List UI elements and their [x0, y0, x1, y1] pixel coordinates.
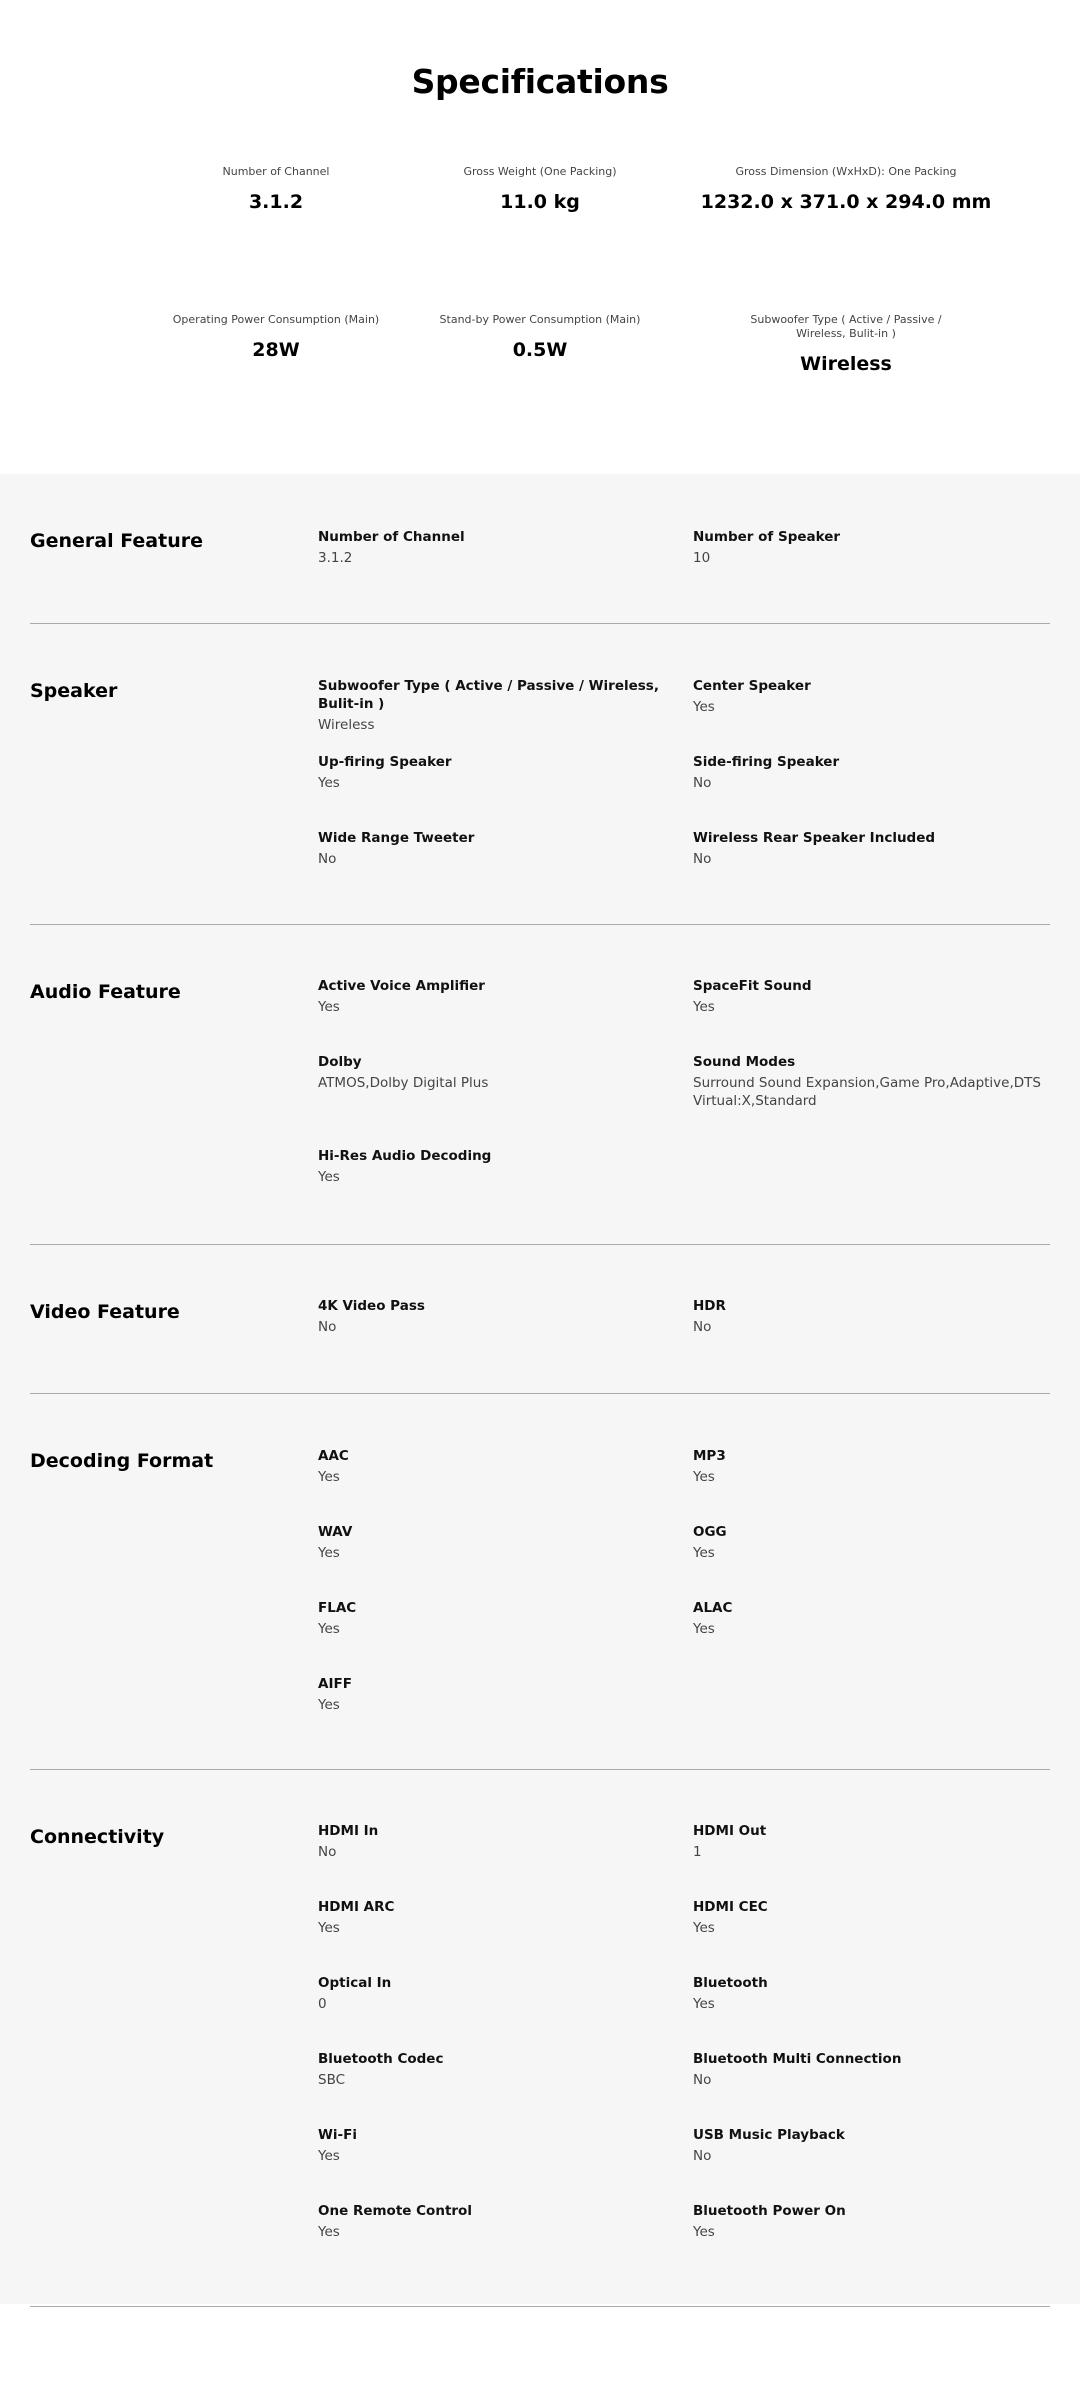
spec-item [693, 2126, 1053, 2165]
spec-label: Bluetooth Power On [693, 2203, 846, 2219]
spec-value: Yes [693, 699, 715, 715]
section-video-feature [30, 1245, 1050, 1395]
spec-item [318, 1974, 678, 2013]
spec-item [318, 1147, 678, 1186]
section-title: Decoding Format [30, 1450, 214, 1472]
spec-value: Yes [318, 1621, 340, 1637]
section-divider [30, 2306, 1050, 2307]
spec-item [318, 1898, 678, 1937]
spec-label: OGG [693, 1524, 727, 1540]
spec-item [693, 1822, 1053, 1861]
key-spec-value: 0.5W [512, 339, 568, 361]
spec-value: SBC [318, 2072, 346, 2088]
spec-label: ALAC [693, 1600, 733, 1616]
spec-label: FLAC [318, 1600, 357, 1616]
spec-item [693, 829, 1053, 868]
spec-item [693, 528, 1053, 567]
spec-value: Yes [693, 1996, 715, 2012]
spec-item [318, 1523, 678, 1562]
section-title: Video Feature [30, 1301, 180, 1323]
key-spec-label: Stand-by Power Consumption (Main) [439, 313, 641, 326]
spec-value: Yes [318, 1545, 340, 1561]
spec-value: Yes [693, 999, 715, 1015]
spec-item [693, 1974, 1053, 2013]
spec-details [0, 474, 1080, 2304]
spec-label: Subwoofer Type ( Active / Passive / Wireless, Bulit-in ) [318, 678, 659, 712]
spec-label: AAC [318, 1448, 349, 1464]
spec-value: Yes [318, 1169, 340, 1185]
spec-value: No [693, 1319, 712, 1335]
section-decoding-format [30, 1394, 1050, 1770]
spec-value: 10 [693, 550, 711, 566]
spec-label: Dolby [318, 1054, 362, 1070]
spec-item [318, 1599, 678, 1638]
spec-item [693, 1898, 1053, 1937]
section-general-feature [30, 474, 1050, 624]
spec-value: Yes [318, 775, 340, 791]
spec-label: MP3 [693, 1448, 726, 1464]
spec-label: HDMI CEC [693, 1899, 768, 1915]
spec-label: WAV [318, 1524, 353, 1540]
spec-value: No [693, 2072, 712, 2088]
key-spec-label: Subwoofer Type ( Active / Passive / Wireless, Bulit-in ) [750, 313, 942, 340]
spec-item [693, 1599, 1053, 1638]
spec-item [318, 2126, 678, 2165]
spec-label: Number of Speaker [693, 529, 841, 545]
spec-item [318, 2202, 678, 2241]
key-spec-operating-power [126, 313, 426, 361]
spec-label: Bluetooth [693, 1975, 768, 1991]
spec-item [693, 1297, 1053, 1336]
page-title: Specifications [411, 62, 669, 101]
specifications-hero [0, 0, 1080, 474]
key-spec-label: Number of Channel [222, 165, 330, 178]
spec-label: Wi-Fi [318, 2127, 357, 2143]
spec-label: Bluetooth Multi Connection [693, 2051, 902, 2067]
spec-item [693, 1447, 1053, 1486]
spec-item [318, 1675, 678, 1714]
key-spec-gross-dimension [696, 165, 996, 213]
spec-value: Yes [318, 2224, 340, 2240]
spec-item [693, 2202, 1053, 2241]
section-title: Speaker [30, 680, 118, 702]
page-footer-area [0, 2304, 1080, 2395]
spec-item [693, 677, 1053, 716]
key-spec-value: 28W [252, 339, 300, 361]
spec-label: AIFF [318, 1676, 352, 1692]
spec-item [318, 829, 678, 868]
section-connectivity [30, 1770, 1050, 2300]
spec-item [318, 1447, 678, 1486]
key-spec-subwoofer-type [726, 313, 966, 375]
spec-value: 1 [693, 1844, 702, 1860]
spec-item [318, 2050, 678, 2089]
spec-label: HDMI Out [693, 1823, 767, 1839]
spec-label: Side-firing Speaker [693, 754, 840, 770]
spec-value: ATMOS,Dolby Digital Plus [318, 1075, 489, 1091]
spec-value: Yes [693, 1545, 715, 1561]
key-spec-value: 11.0 kg [500, 191, 580, 213]
section-title: Connectivity [30, 1826, 165, 1848]
spec-value: 3.1.2 [318, 550, 353, 566]
spec-item [318, 1297, 678, 1336]
spec-item [318, 1053, 678, 1092]
spec-label: Center Speaker [693, 678, 811, 694]
spec-label: Hi-Res Audio Decoding [318, 1148, 492, 1164]
spec-label: Number of Channel [318, 529, 465, 545]
spec-value: Yes [318, 999, 340, 1015]
spec-value: 0 [318, 1996, 327, 2012]
spec-label: Sound Modes [693, 1054, 796, 1070]
key-spec-standby-power [390, 313, 690, 361]
spec-label: Bluetooth Codec [318, 2051, 444, 2067]
spec-value: No [693, 2148, 712, 2164]
key-spec-label: Operating Power Consumption (Main) [172, 313, 380, 326]
spec-value: Yes [318, 1469, 340, 1485]
spec-label: SpaceFit Sound [693, 978, 812, 994]
section-speaker [30, 624, 1050, 924]
spec-item [318, 528, 678, 567]
section-title: Audio Feature [30, 981, 181, 1003]
spec-label: HDMI ARC [318, 1899, 395, 1915]
key-spec-value: 1232.0 x 371.0 x 294.0 mm [700, 191, 992, 213]
key-spec-value: Wireless [800, 353, 892, 375]
spec-label: Optical In [318, 1975, 392, 1991]
section-title: General Feature [30, 530, 203, 552]
spec-item [318, 753, 678, 792]
spec-value: No [693, 775, 712, 791]
spec-item [318, 677, 678, 734]
spec-item [318, 977, 678, 1016]
spec-value: Yes [693, 1621, 715, 1637]
spec-value: Surround Sound Expansion,Game Pro,Adaptive,DTS Virtual:X,Standard [693, 1075, 1041, 1109]
spec-label: Up-firing Speaker [318, 754, 452, 770]
spec-value: No [318, 1319, 337, 1335]
spec-value: No [318, 1844, 337, 1860]
spec-value: Yes [318, 1697, 340, 1713]
spec-label: Active Voice Amplifier [318, 978, 485, 994]
spec-item [318, 1822, 678, 1861]
key-spec-label: Gross Dimension (WxHxD): One Packing [735, 165, 957, 178]
spec-value: No [318, 851, 337, 867]
key-spec-value: 3.1.2 [248, 191, 304, 213]
spec-label: HDR [693, 1298, 726, 1314]
key-spec-label: Gross Weight (One Packing) [463, 165, 617, 178]
section-audio-feature [30, 925, 1050, 1245]
spec-value: Yes [693, 1920, 715, 1936]
spec-label: USB Music Playback [693, 2127, 845, 2143]
key-spec-number-of-channel [126, 165, 426, 213]
spec-label: Wireless Rear Speaker Included [693, 830, 936, 846]
spec-item [693, 2050, 1053, 2089]
spec-value: Yes [693, 1469, 715, 1485]
spec-value: No [693, 851, 712, 867]
spec-item [693, 753, 1053, 792]
spec-label: HDMI In [318, 1823, 379, 1839]
spec-label: Wide Range Tweeter [318, 830, 475, 846]
spec-value: Yes [318, 2148, 340, 2164]
spec-value: Wireless [318, 717, 375, 733]
spec-value: Yes [318, 1920, 340, 1936]
spec-item [693, 1053, 1053, 1110]
key-spec-gross-weight [390, 165, 690, 213]
spec-item [693, 977, 1053, 1016]
spec-item [693, 1523, 1053, 1562]
spec-label: 4K Video Pass [318, 1298, 425, 1314]
spec-value: Yes [693, 2224, 715, 2240]
spec-label: One Remote Control [318, 2203, 472, 2219]
